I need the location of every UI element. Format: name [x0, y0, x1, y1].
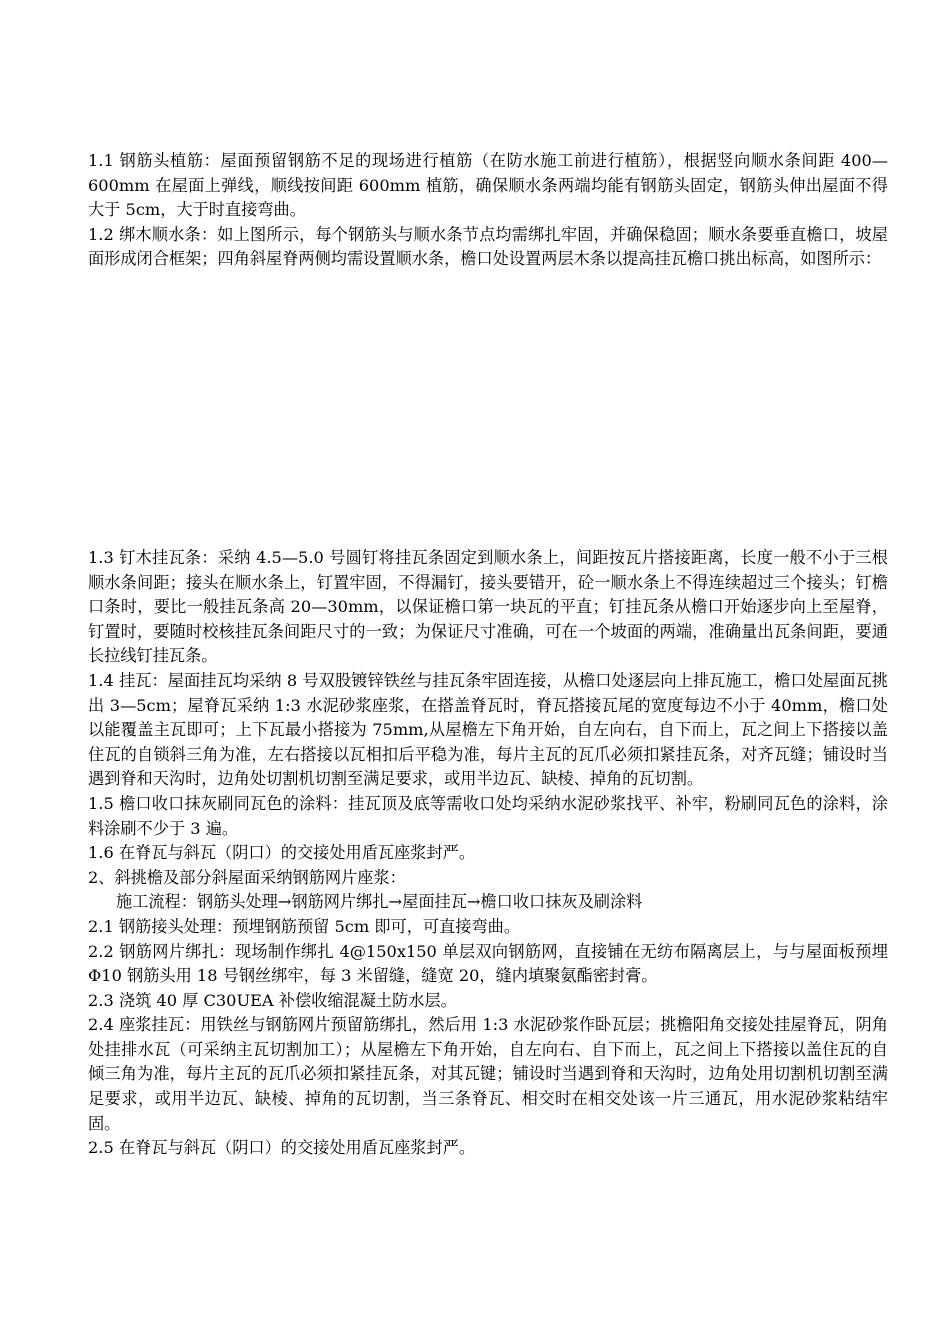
- paragraph-2-3-concrete-pouring: 2.3 浇筑 40 厚 C30UEA 补偿收缩混凝土防水层。: [88, 990, 457, 1010]
- text-block-top: [88, 149, 888, 272]
- text-block-main: [88, 546, 888, 1161]
- paragraph-2-1-rebar-joint: 2.1 钢筋接头处理：预埋钢筋预留 5cm 即可，可直接弯曲。: [88, 916, 521, 936]
- paragraph-2-5-ridge-sealing: 2.5 在脊瓦与斜瓦（阴口）的交接处用盾瓦座浆封严。: [88, 1138, 476, 1158]
- paragraph-1-6-ridge-sealing: 1.6 在脊瓦与斜瓦（阴口）的交接处用盾瓦座浆封严。: [88, 843, 476, 863]
- paragraph-1-2-batten-binding: 1.2 绑木顺水条：如上图所示，每个钢筋头与顺水条节点均需绑扎牢固，并确保稳固；顺水条要垂直檐口，坡屋面形成闭合框架；四角斜屋脊两侧均需设置顺水条，檐口处设置两层木条以提高挂瓦檐口挑出标高，如图所示：: [88, 224, 888, 269]
- paragraph-2-4-mortar-tile-hanging: 2.4 座浆挂瓦：用铁丝与钢筋网片预留筋绑扎，然后用 1:3 水泥砂浆作卧瓦层；挑檐阳角交接处挂屋脊瓦，阴角处挂排水瓦（可采纳主瓦切割加工）；从屋檐左下角开始，自左向右、自下而上，瓦之间上下搭接以盖住瓦的自倾三角为准，每片主瓦的瓦爪必须扣紧挂瓦条，对其瓦键；铺设时当遇到脊和天沟时，边角处用切割机切割至满足要求，或用半边瓦、缺棱、掉角的瓦切割，当三条脊瓦、相交时在相交处该一片三通瓦，用水泥砂浆粘结牢固。: [88, 1015, 888, 1133]
- paragraph-1-1-rebar-planting: 1.1 钢筋头植筋：屋面预留钢筋不足的现场进行植筋（在防水施工前进行植筋），根据竖向顺水条间距 400—600mm 在屋面上弹线，顺线按间距 600mm 植筋，确保顺水条两端均能有钢筋头固定，钢筋头伸出屋面不得大于 5cm，大于时直接弯曲。: [88, 151, 888, 220]
- paragraph-1-4-tile-hanging: 1.4 挂瓦：屋面挂瓦均采纳 8 号双股镀锌铁丝与挂瓦条牢固连接，从檐口处逐层向上排瓦施工，檐口处屋面瓦挑出 3—5cm；屋脊瓦采纳 1:3 水泥砂浆座浆，在搭盖脊瓦时，脊瓦搭接瓦尾的宽度每边不小于 40mm，檐口处以能覆盖主瓦即可；上下瓦最小搭接为 75mm,从屋檐左下角开始，自左向右，自下而上，瓦之间上下搭接以盖住瓦的自锁斜三角为准，左右搭接以瓦相扣后平稳为准，每片主瓦的瓦爪必须扣紧挂瓦条，对齐瓦缝；铺设时当遇到脊和天沟时，边角处切割机切割至满足要求，或用半边瓦、缺棱、掉角的瓦切割。: [88, 670, 888, 789]
- paragraph-1-3-tile-strip-nailing: 1.3 钉木挂瓦条：采纳 4.5—5.0 号圆钉将挂瓦条固定到顺水条上，间距按瓦片搭接距离，长度一般不小于三根顺水条间距；接头在顺水条上，钉置牢固，不得漏钉，接头要错开，砼一顺水条上不得连续超过三个接头；钉檐口条时，要比一般挂瓦条高 20—30mm，以保证檐口第一块瓦的平直；钉挂瓦条从檐口开始逐步向上至屋脊，钉置时，要随时校核挂瓦条间距尺寸的一致；为保证尺寸准确，可在一个坡面的两端，准确量出瓦条间距，要通长拉线钉挂瓦条。: [88, 548, 888, 666]
- paragraph-2-2-mesh-binding: 2.2 钢筋网片绑扎：现场制作绑扎 4@150x150 单层双向钢筋网，直接铺在无纺布隔离层上，与与屋面板预埋 Φ10 钢筋头用 18 号钢丝绑牢，每 3 米留缝，缝宽 20，缝内填聚氨酯密封膏。: [88, 941, 888, 986]
- section-2-heading: 2、斜挑檐及部分斜屋面采纳钢筋网片座浆：: [88, 867, 406, 887]
- construction-process-line: 施工流程：钢筋头处理→钢筋网片绑扎→屋面挂瓦→檐口收口抹灰及刷涂料: [116, 892, 643, 912]
- paragraph-1-5-eave-finishing: 1.5 檐口收口抹灰刷同瓦色的涂料：挂瓦顶及底等需收口处均采纳水泥砂浆找平、补牢，粉刷同瓦色的涂料，涂料涂刷不少于 3 遍。: [88, 793, 888, 838]
